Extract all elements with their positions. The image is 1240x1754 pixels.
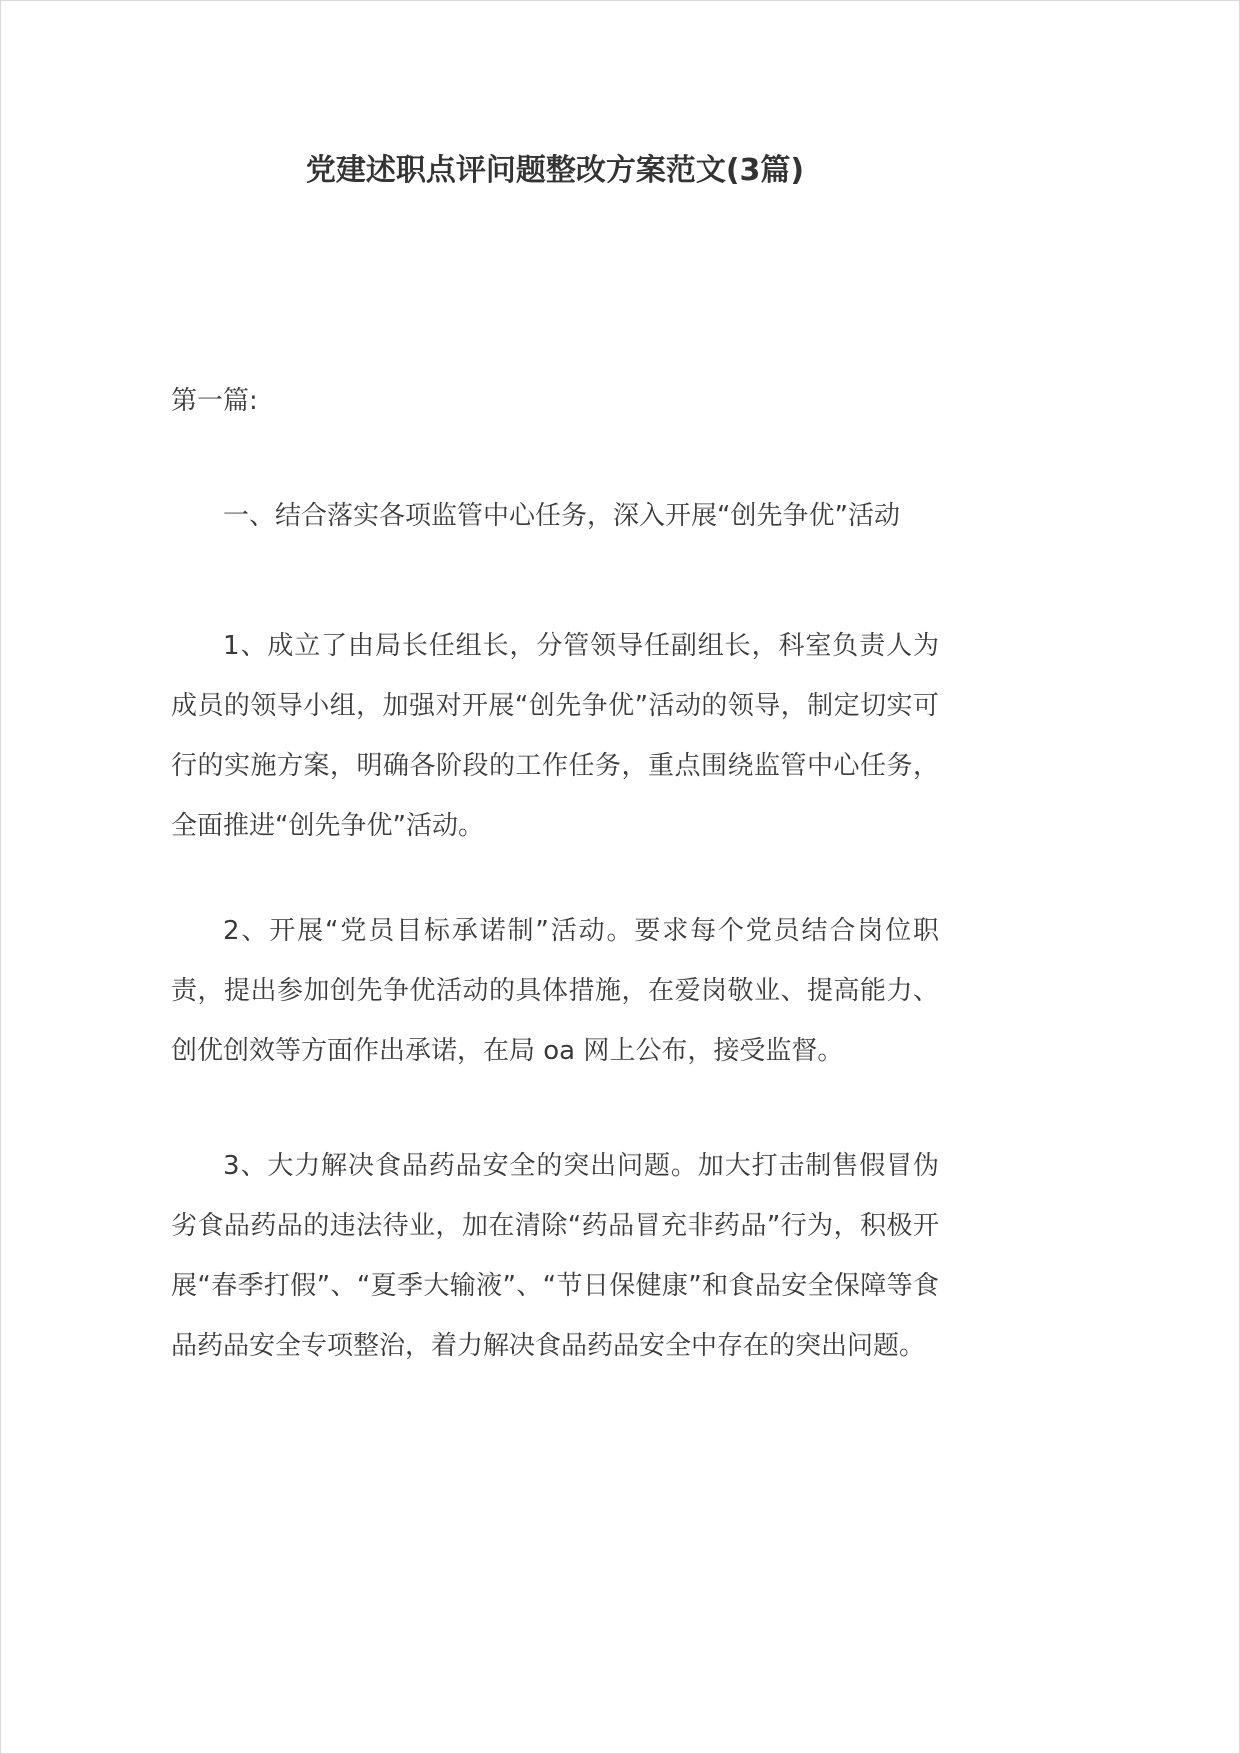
section-heading: 一、结合落实各项监管中心任务，深入开展“创先争优”活动	[223, 501, 900, 531]
paragraph: 3、大力解决食品药品安全的突出问题。加大打击制售假冒伪劣食品药品的违法待业，加在清除“药品冒充非药品”行为，积极开展“春季打假”、“夏季大输液”、“节日保健康”和食品安全保障等食品药品安全专项整治，着力解决食品药品安全中存在的突出问题。	[171, 1151, 939, 1361]
paragraph: 2、开展“党员目标承诺制”活动。要求每个党员结合岗位职责，提出参加创先争优活动的具体措施，在爱岗敬业、提高能力、创优创效等方面作出承诺，在局 oa 网上公布，接受监督。	[171, 916, 939, 1066]
paragraph: 1、成立了由局长任组长，分管领导任副组长，科室负责人为成员的领导小组，加强对开展“创先争优”活动的领导，制定切实可行的实施方案，明确各阶段的工作任务，重点围绕监管中心任务，全面推进“创先争优”活动。	[171, 631, 939, 841]
document-title: 党建述职点评问题整改方案范文(3篇)	[305, 153, 805, 188]
part-label: 第一篇:	[171, 386, 258, 416]
